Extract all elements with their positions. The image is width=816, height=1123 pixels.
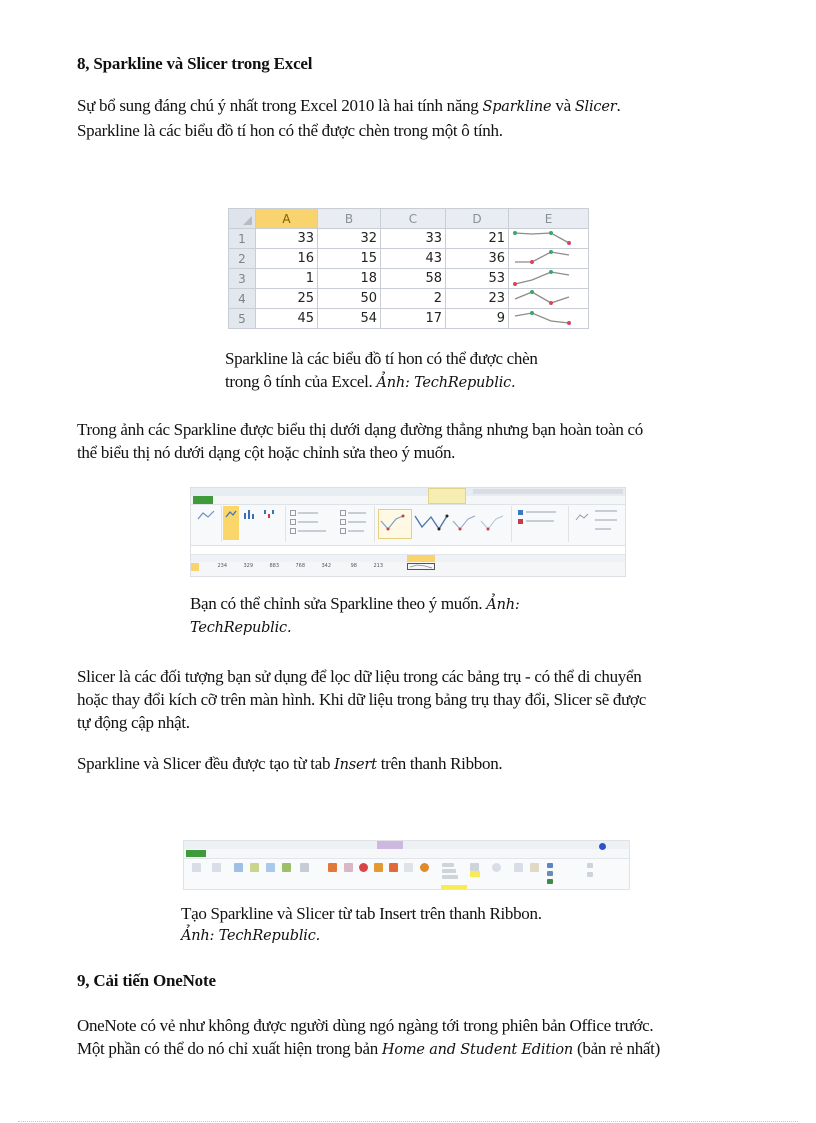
column-header-b: B: [318, 209, 381, 229]
page-bottom-border: [18, 1121, 798, 1122]
figure2-caption: [190, 592, 520, 640]
marker-color-label: [526, 520, 554, 522]
sparkline-column-button: [442, 869, 456, 873]
text: (bản rẻ nhất): [573, 1039, 660, 1058]
wordart-icon: [547, 863, 553, 868]
text-line: OneNote có vẻ như không được người dùng ngó ngàng tới trong phiên bản Office trước.: [77, 1016, 654, 1035]
text: .: [616, 96, 621, 115]
sparkline-color-label: [526, 511, 556, 513]
row-header: 5: [229, 309, 256, 329]
clear-label: [595, 528, 611, 530]
cell: 36: [446, 249, 509, 269]
emphasis-slicer: Slicer: [574, 99, 617, 115]
cell: 329: [243, 563, 253, 569]
area-chart-icon: [389, 863, 398, 872]
text-box-icon: [514, 863, 523, 872]
intro-paragraph: [77, 94, 777, 142]
table-icon: [212, 863, 221, 872]
text-line: Slicer là các đối tượng bạn sử dụng để lọc dữ liệu trong các bảng trụ - có thể di chuyển: [77, 667, 642, 686]
text: trong ô tính của Excel.: [225, 372, 377, 391]
paragraph-slicer-definition: [77, 665, 777, 734]
help-icon: [599, 843, 606, 850]
scatter-chart-icon: [404, 863, 413, 872]
sparkline-winloss-button: [442, 875, 458, 879]
figure3-caption: [181, 902, 542, 948]
column-header-e: E: [509, 209, 589, 229]
equation-icon: [587, 863, 593, 868]
table-row: [229, 269, 589, 289]
file-tab: [193, 496, 213, 504]
sparkline-cell: [509, 249, 589, 269]
pivottable-icon: [192, 863, 201, 872]
symbol-icon: [587, 872, 593, 877]
cell: 15: [318, 249, 381, 269]
section-heading-onenote: 9, Cải tiến OneNote: [77, 971, 216, 990]
file-tab: [186, 850, 206, 857]
group-label: [595, 510, 617, 512]
smartart-icon: [282, 863, 291, 872]
cell: 1: [256, 269, 318, 289]
cell: 16: [256, 249, 318, 269]
cell: 2: [381, 289, 446, 309]
cell: 9: [446, 309, 509, 329]
selected-sparkline-cell: [407, 563, 435, 570]
cell: 58: [381, 269, 446, 289]
sparklines-group-highlight: [441, 885, 467, 890]
row-header: 2: [229, 249, 256, 269]
row-header: 3: [229, 269, 256, 289]
formula-bar: [191, 546, 625, 555]
row-header: 1: [229, 229, 256, 249]
text-line: tự động cập nhật.: [77, 713, 190, 732]
cell: 45: [256, 309, 318, 329]
group-divider: [511, 506, 512, 542]
header-footer-icon: [530, 863, 539, 872]
cell: 234: [217, 563, 227, 569]
table-row: [229, 229, 589, 249]
sparkline-line-icon: [509, 249, 587, 268]
cell: 17: [381, 309, 446, 329]
photo-credit: Ảnh:: [486, 597, 520, 613]
row-header: 4: [229, 289, 256, 309]
selected-row-header: [191, 563, 199, 571]
column-sparkline-icon: [243, 509, 255, 519]
text: và: [551, 96, 575, 115]
row1-values: [201, 563, 383, 569]
clip-art-icon: [250, 863, 259, 872]
emphasis-sparkline: Sparkline: [482, 99, 552, 115]
group-divider: [374, 506, 375, 542]
group-divider: [285, 506, 286, 542]
text-line: thể biểu thị nó dưới dạng cột hoặc chỉnh sửa theo ý muốn.: [77, 443, 456, 462]
text: trên thanh Ribbon.: [376, 754, 503, 773]
picture-icon: [234, 863, 243, 872]
sparkline-line-button: [442, 863, 454, 867]
cell: 21: [446, 229, 509, 249]
pie-chart-icon: [359, 863, 368, 872]
paragraph-sparkline-display: [77, 418, 777, 464]
caption-line: Sparkline là các biểu đồ tí hon có thể được chèn: [225, 349, 538, 368]
text-line: [77, 1037, 777, 1062]
cell: 768: [295, 563, 305, 569]
sparkline-line-icon: [509, 309, 587, 328]
column-header-d: D: [446, 209, 509, 229]
other-charts-icon: [420, 863, 429, 872]
text-line: Trong ảnh các Sparkline được biểu thị dưới dạng đường thẳng nhưng bạn hoàn toàn có: [77, 420, 643, 439]
line-chart-icon: [344, 863, 353, 872]
excel-sparkline-table: [228, 208, 589, 329]
column-chart-icon: [328, 863, 337, 872]
cell: 25: [256, 289, 318, 309]
sparkline-color-icon: [518, 510, 523, 515]
line-sparkline-icon: [225, 509, 237, 519]
selected-column-header: [407, 555, 435, 562]
cell: 342: [321, 563, 331, 569]
intro-line-2: Sparkline là các biểu đồ tí hon có thể được chèn trong một ô tính.: [77, 121, 503, 140]
ungroup-label: [595, 519, 617, 521]
intro-line-1: [77, 94, 777, 119]
cell: 883: [269, 563, 279, 569]
emphasis-insert: Insert: [334, 757, 377, 773]
sparkline-cell: [509, 289, 589, 309]
table-row: [229, 289, 589, 309]
text: Sự bổ sung đáng chú ý nhất trong Excel 2010 là hai tính năng: [77, 96, 483, 115]
window-title-bar: [473, 489, 623, 494]
table-row: [229, 309, 589, 329]
cell: 33: [381, 229, 446, 249]
caption-line: Tạo Sparkline và Slicer từ tab Insert trên thanh Ribbon.: [181, 904, 542, 923]
paragraph-onenote: [77, 1014, 777, 1062]
bar-chart-icon: [374, 863, 383, 872]
text: Bạn có thể chỉnh sửa Sparkline theo ý muốn.: [190, 594, 487, 613]
group-divider: [568, 506, 569, 542]
sparkline-line-icon: [509, 269, 587, 288]
cell: 32: [318, 229, 381, 249]
sparkline-tools-context-tab: [428, 488, 466, 504]
shapes-icon: [266, 863, 275, 872]
cell: 213: [373, 563, 383, 569]
cell: 53: [446, 269, 509, 289]
cell: 18: [318, 269, 381, 289]
sparkline-style-gallery-icon: [379, 513, 511, 533]
axis-icon: [575, 512, 589, 522]
cell: 23: [446, 289, 509, 309]
sparkline-cell: [509, 309, 589, 329]
photo-credit: Ảnh: TechRepublic.: [376, 375, 516, 391]
screenshot-icon: [300, 863, 309, 872]
sparkline-line-icon: [509, 289, 587, 308]
paragraph-insert-tab: [77, 752, 777, 777]
pivottable-tools-context-tab: [377, 841, 403, 849]
photo-credit: TechRepublic.: [190, 620, 292, 636]
sparkline-icon: [408, 564, 434, 569]
hyperlink-icon: [492, 863, 501, 872]
cell: 54: [318, 309, 381, 329]
sparkline-line-icon: [509, 229, 587, 248]
table-row: [229, 249, 589, 269]
caption-line: [190, 592, 520, 617]
photo-credit: Ảnh: TechRepublic.: [181, 928, 321, 944]
edit-data-icon: [197, 509, 215, 521]
column-header-c: C: [381, 209, 446, 229]
sparkline-cell: [509, 269, 589, 289]
text: Một phần có thể do nó chỉ xuất hiện trong bản: [77, 1039, 382, 1058]
emphasis-edition: Home and Student Edition: [381, 1042, 574, 1058]
select-all-corner: [229, 209, 256, 229]
text-line: hoặc thay đổi kích cỡ trên màn hình. Khi dữ liệu trong bảng trụ thay đổi, Slicer sẽ được: [77, 690, 646, 709]
group-divider: [221, 506, 222, 542]
cell: 33: [256, 229, 318, 249]
text: Sparkline và Slicer đều được tạo từ tab: [77, 754, 335, 773]
slicer-highlight: [470, 871, 480, 877]
object-icon: [547, 879, 553, 884]
sparkline-design-ribbon-screenshot: [190, 487, 626, 577]
win-loss-icon: [263, 509, 275, 519]
section-heading-sparkline-slicer: 8, Sparkline và Slicer trong Excel: [77, 54, 313, 73]
caption-line: [225, 370, 538, 395]
show-checkboxes: [290, 510, 365, 536]
cell: 43: [381, 249, 446, 269]
marker-color-icon: [518, 519, 523, 524]
insert-ribbon-screenshot: [183, 840, 630, 890]
sparkline-cell: [509, 229, 589, 249]
cell: 98: [350, 563, 357, 569]
quick-access-toolbar: [184, 841, 629, 849]
cell: 50: [318, 289, 381, 309]
column-header-row: [229, 209, 589, 229]
figure1-caption: [225, 347, 538, 395]
column-header-a: A: [256, 209, 318, 229]
signature-line-icon: [547, 871, 553, 876]
